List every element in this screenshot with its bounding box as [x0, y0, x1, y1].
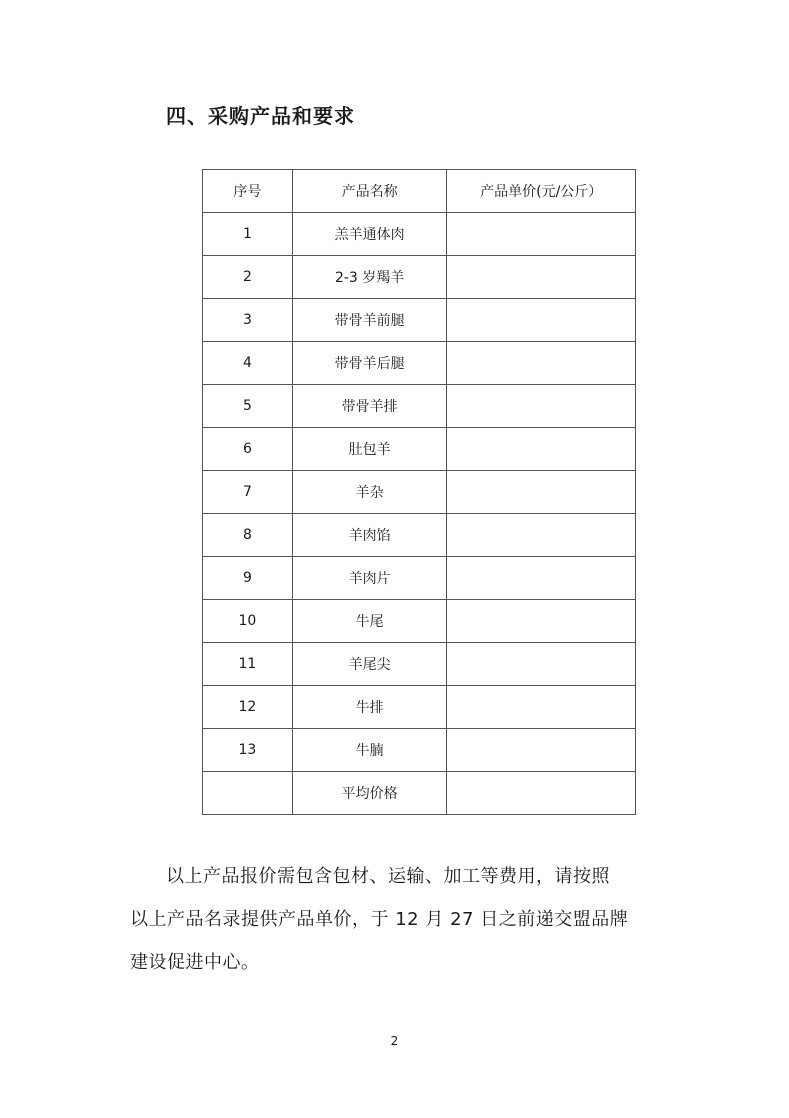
row-no: 6 — [203, 428, 293, 471]
row-product-name: 牛腩 — [292, 729, 447, 772]
table-row — [203, 686, 636, 729]
row-product-name: 羊肉片 — [292, 557, 447, 600]
row-price — [447, 514, 636, 557]
header-price: 产品单价(元/公斤） — [447, 170, 636, 213]
table-row — [203, 428, 636, 471]
product-table — [202, 169, 636, 815]
row-price — [447, 557, 636, 600]
row-product-name: 2-3 岁羯羊 — [292, 256, 447, 299]
row-product-name: 带骨羊后腿 — [292, 342, 447, 385]
row-product-name: 牛排 — [292, 686, 447, 729]
row-product-name: 带骨羊前腿 — [292, 299, 447, 342]
table-row — [203, 514, 636, 557]
table-row — [203, 643, 636, 686]
row-product-name: 带骨羊排 — [292, 385, 447, 428]
header-no: 序号 — [203, 170, 293, 213]
row-price — [447, 729, 636, 772]
table-row — [203, 600, 636, 643]
page-number: 2 — [390, 1034, 399, 1048]
row-no: 3 — [203, 299, 293, 342]
footer-average-price-value — [447, 772, 636, 815]
row-product-name: 羊肉馅 — [292, 514, 447, 557]
row-price — [447, 342, 636, 385]
row-price — [447, 428, 636, 471]
row-price — [447, 600, 636, 643]
table-row — [203, 471, 636, 514]
row-no: 13 — [203, 729, 293, 772]
row-no: 11 — [203, 643, 293, 686]
table-row — [203, 213, 636, 256]
paragraph-line: 以上产品名录提供产品单价，于 12 月 27 日之前递交盟品牌 — [130, 909, 629, 930]
row-price — [447, 256, 636, 299]
table-row — [203, 256, 636, 299]
footer-average-price-label: 平均价格 — [292, 772, 447, 815]
table-header-row — [203, 170, 636, 213]
table-row — [203, 729, 636, 772]
row-price — [447, 471, 636, 514]
row-price — [447, 385, 636, 428]
row-price — [447, 299, 636, 342]
section-heading: 四、采购产品和要求 — [166, 104, 355, 128]
row-no: 12 — [203, 686, 293, 729]
row-product-name: 羊尾尖 — [292, 643, 447, 686]
header-name: 产品名称 — [292, 170, 447, 213]
row-no: 10 — [203, 600, 293, 643]
table-row — [203, 557, 636, 600]
row-product-name: 羔羊通体肉 — [292, 213, 447, 256]
row-no: 7 — [203, 471, 293, 514]
row-no: 9 — [203, 557, 293, 600]
row-price — [447, 686, 636, 729]
table-row — [203, 299, 636, 342]
table-row — [203, 342, 636, 385]
row-no: 2 — [203, 256, 293, 299]
row-product-name: 牛尾 — [292, 600, 447, 643]
row-no: 5 — [203, 385, 293, 428]
row-no: 8 — [203, 514, 293, 557]
paragraph-line: 建设促进中心。 — [130, 952, 260, 973]
row-no: 1 — [203, 213, 293, 256]
table-row — [203, 385, 636, 428]
instruction-paragraph — [130, 855, 690, 984]
row-product-name: 肚包羊 — [292, 428, 447, 471]
row-no: 4 — [203, 342, 293, 385]
table-footer-row — [203, 772, 636, 815]
row-price — [447, 213, 636, 256]
row-price — [447, 643, 636, 686]
row-product-name: 羊杂 — [292, 471, 447, 514]
paragraph-line: 以上产品报价需包含包材、运输、加工等费用，请按照 — [166, 866, 610, 887]
footer-no — [203, 772, 293, 815]
